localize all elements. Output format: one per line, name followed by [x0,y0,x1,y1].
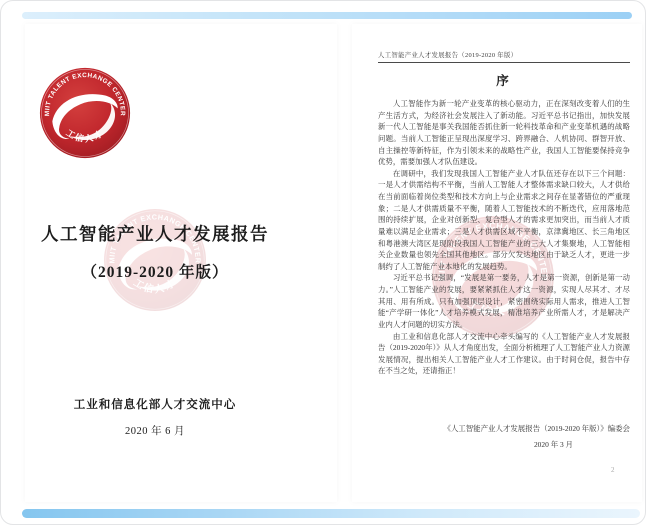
cover-organization: 工业和信息化部人才交流中心 [73,399,237,411]
top-accent-bar [22,12,632,19]
page-number: 2 [611,466,615,474]
preface-text [378,98,630,377]
paragraph: 人工智能作为新一轮产业变革的核心驱动力，正在深刻改变着人们的生产生活方式，为经济社会发展注入了新动能。习近平总书记指出，加快发展新一代人工智能是事关我国能否抓住新一轮科技革命和产业变革机遇的战略问题。当前人工智能正呈现出深度学习、跨界融合、人机协同、群智开放、自主操控等新特征，作为引领未来的战略性产业，我国人工智能要保持竞争优势，需要加强人才队伍建设。 [378,99,630,167]
cover-title-line1: 人工智能产业人才发展报告 [41,224,269,244]
paragraph: 由工业和信息化部人才交流中心牵头编写的《人工智能产业人才发展报告（2019-2020年）》从人才角度出发，全面分析梳理了人工智能产业人力资源发展情况，提出相关人工智能产业人才工作建议。由于时间仓促，报告中存在不当之处，还请指正！ [378,331,630,376]
preface-title: 序 [496,74,512,88]
running-header: 人工智能产业人才发展报告（2019-2020 年版） [378,50,630,63]
bottom-accent-bar [22,509,640,518]
miit-talent-center-logo [39,67,131,159]
editorial-committee-signature: 《人工智能产业人才发展报告（2019-2020 年版）》编委会 [443,424,630,433]
paragraph: 习近平总书记强调，“发展是第一要务，人才是第一资源，创新是第一动力。”人工智能产业的发展，要紧紧抓住人才这一资源，实现人尽其才、才尽其用、用有所成。只有加强顶层设计，紧密围绕实际用人需求，推进人工智能“产学研一体化”人才培养模式发展，精准培养产业所需人才，才是解决产业内人才问题的切实方法。 [378,273,630,329]
signature-date: 2020 年 3 月 [533,440,573,449]
preface-body [378,50,630,450]
preface-page [352,24,642,502]
paragraph: 在调研中，我们发现我国人工智能产业人才队伍还存在以下三个问题：一是人才供需结构不平衡，当前人工智能人才整体需求缺口较大，人才供给在当前面临着岗位类型和技术方向上与企业需求之间存在显著错位的严重现象；二是人才供需质量不平衡，随着人工智能技术的不断迭代，应用落地范围的持续扩展，企业对创新型、复合型人才的需求更加突出，而当前人才质量难以满足企业需求；三是人才供需区域不平衡，京津冀地区、长三角地区和粤港澳大湾区是现阶段我国人工智能产业的三大人才集聚地，人工智能相关企业数量也领先全国其他地区。部分欠发达地区由于缺乏人才，更进一步制约了人工智能产业本地化的发展趋势。 [378,168,630,271]
cover-date: 2020 年 6 月 [124,426,186,437]
cover-page [25,24,337,502]
cover-title-line2: （2019-2020 年版） [81,264,229,281]
